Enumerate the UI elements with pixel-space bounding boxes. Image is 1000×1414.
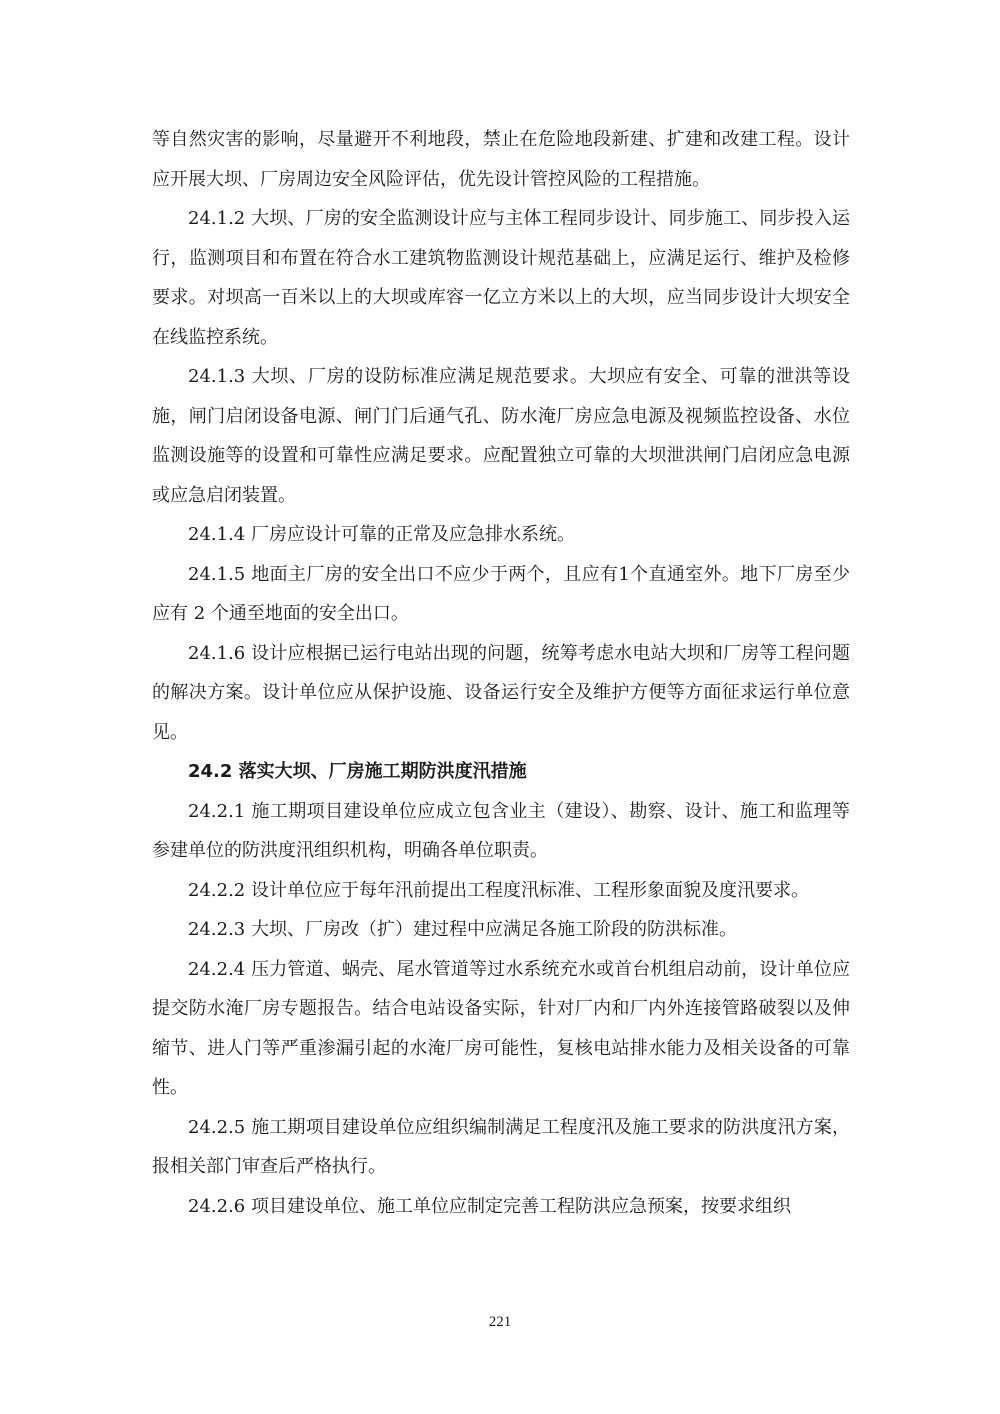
paragraph-24-2-1: 24.2.1 施工期项目建设单位应成立包含业主（建设）、勘察、设计、施工和监理等参建单位的防洪度汛组织机构，明确各单位职责。 (152, 800, 850, 861)
page-number: 221 (488, 1314, 512, 1330)
document-body (152, 120, 850, 1226)
paragraph-24-1-6: 24.1.6 设计应根据已运行电站出现的问题，统筹考虑水电站大坝和厂房等工程问题的解决方案。设计单位应从保护设施、设备运行安全及维护方便等方面征求运行单位意见。 (152, 642, 850, 743)
paragraph-24-2-6: 24.2.6 项目建设单位、施工单位应制定完善工程防洪应急预案，按要求组织 (188, 1195, 791, 1217)
paragraph-24-1-2: 24.1.2 大坝、厂房的安全监测设计应与主体工程同步设计、同步施工、同步投入运行，监测项目和布置在符合水工建筑物监测设计规范基础上，应满足运行、维护及检修要求。对坝高一百米以上的大坝或库容一亿立方米以上的大坝，应当同步设计大坝安全在线监控系统。 (152, 208, 850, 348)
paragraph-24-2-4: 24.2.4 压力管道、蜗壳、尾水管道等过水系统充水或首台机组启动前，设计单位应提交防水淹厂房专题报告。结合电站设备实际，针对厂内和厂内外连接管路破裂以及伸缩节、进人门等严重渗漏引起的水淹厂房可能性，复核电站排水能力及相关设备的可靠性。 (152, 958, 850, 1098)
paragraph-24-1-4: 24.1.4 厂房应设计可靠的正常及应急排水系统。 (188, 524, 575, 545)
paragraph-continuation: 等自然灾害的影响，尽量避开不利地段，禁止在危险地段新建、扩建和改建工程。设计应开展大坝、厂房周边安全风险评估，优先设计管控风险的工程措施。 (152, 129, 850, 190)
paragraph-24-2-5: 24.2.5 施工期项目建设单位应组织编制满足工程度汛及施工要求的防洪度汛方案，报相关部门审查后严格执行。 (152, 1116, 850, 1177)
paragraph-24-2-2: 24.2.2 设计单位应于每年汛前提出工程度汛标准、工程形象面貌及度汛要求。 (188, 879, 809, 901)
section-heading-24-2: 24.2 落实大坝、厂房施工期防洪度汛措施 (188, 761, 527, 782)
paragraph-24-2-3: 24.2.3 大坝、厂房改（扩）建过程中应满足各施工阶段的防洪标准。 (188, 919, 737, 940)
paragraph-24-1-3: 24.1.3 大坝、厂房的设防标准应满足规范要求。大坝应有安全、可靠的泄洪等设施，闸门启闭设备电源、闸门门后通气孔、防水淹厂房应急电源及视频监控设备、水位监测设施等的设置和可靠性应满足要求。应配置独立可靠的大坝泄洪闸门启闭应急电源或应急启闭装置。 (152, 366, 850, 506)
paragraph-24-1-5: 24.1.5 地面主厂房的安全出口不应少于两个，且应有1个直通室外。地下厂房至少应有 2 个通至地面的安全出口。 (152, 563, 850, 624)
